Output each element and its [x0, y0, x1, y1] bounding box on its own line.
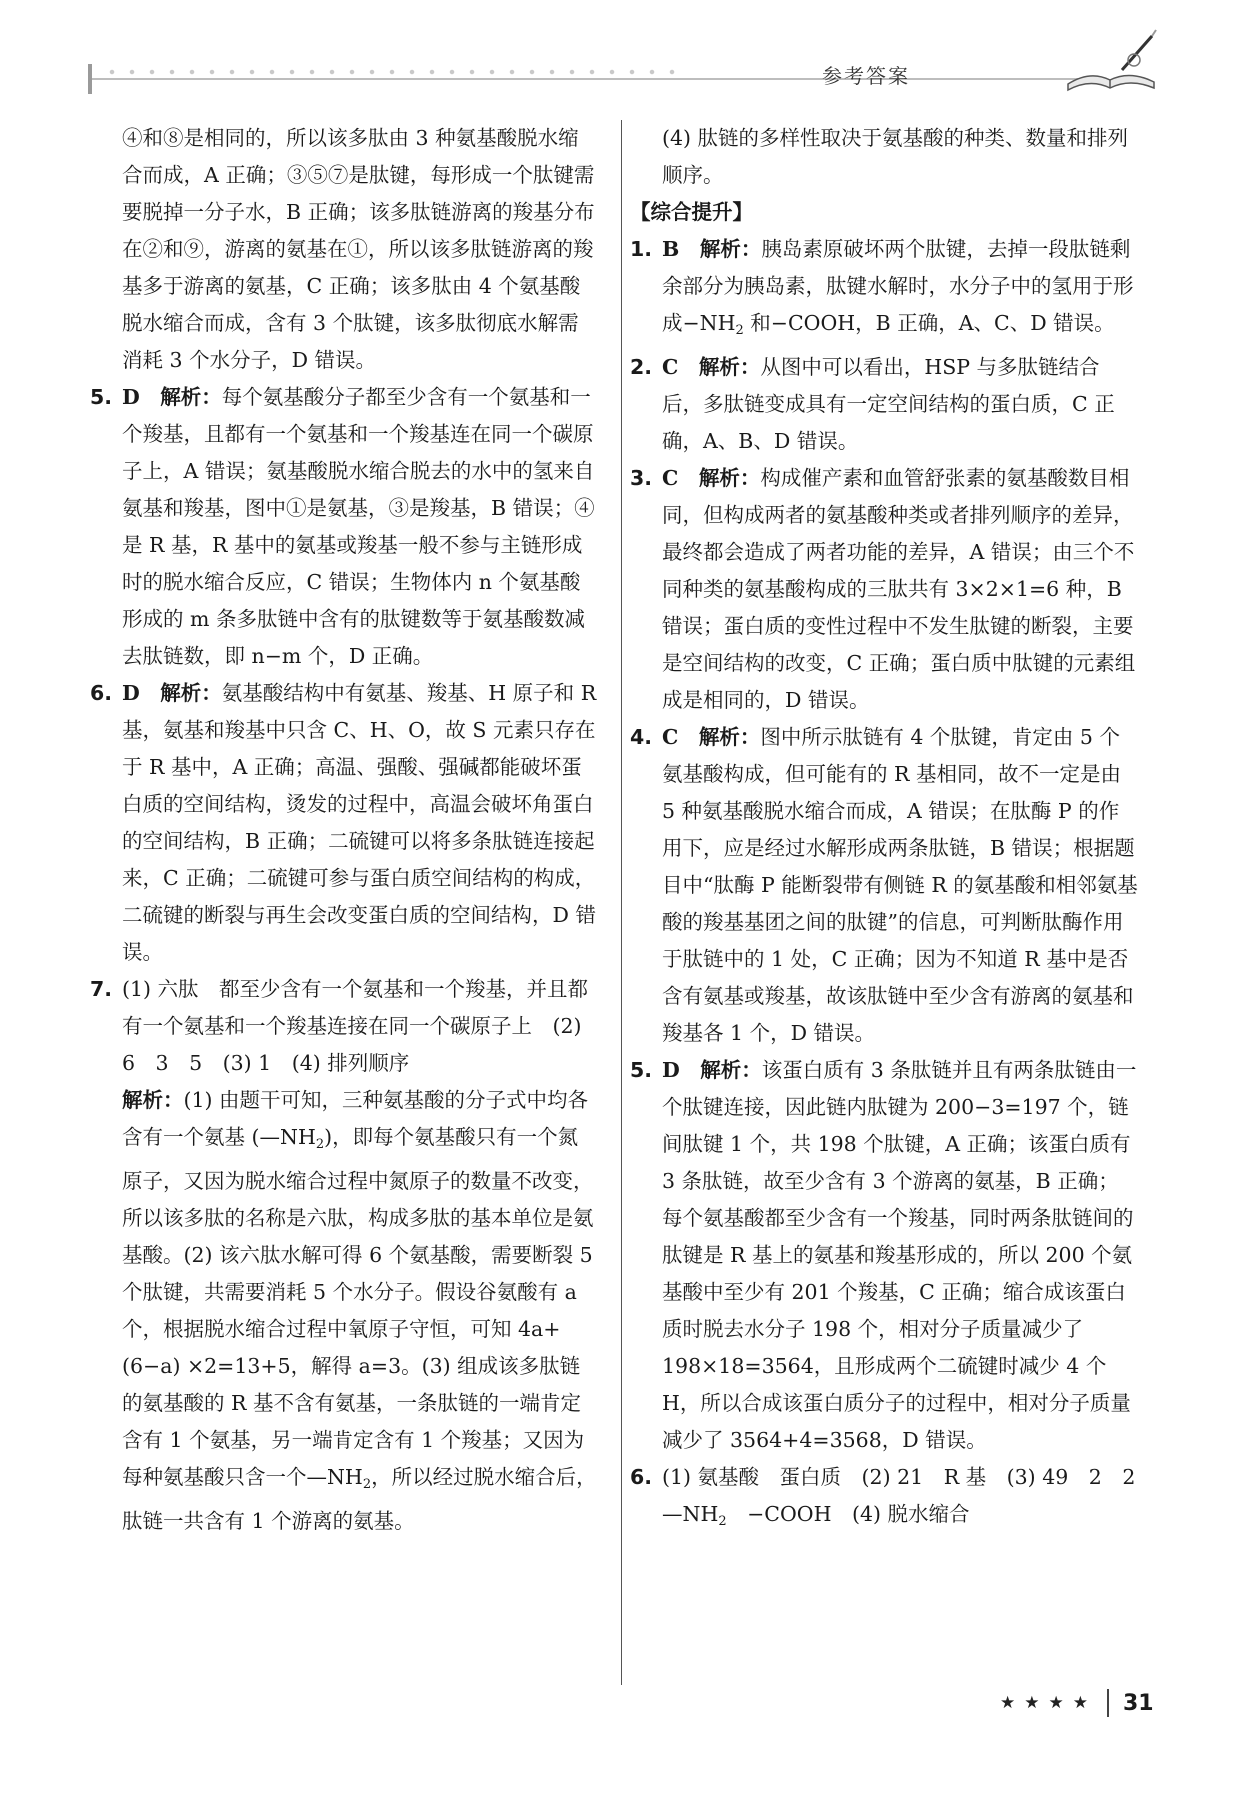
header-title: 参考答案 — [822, 64, 910, 88]
analysis-label: 解析： — [698, 466, 761, 490]
answer-item-6 — [630, 1459, 1156, 1540]
page-number: 31 — [1122, 1690, 1154, 1716]
continued-answer: (4) 肽链的多样性取决于氨基酸的种类、数量和排列顺序。 — [662, 126, 1129, 187]
answer-item-1 — [630, 231, 1138, 349]
item-number: 6. — [630, 1465, 653, 1489]
analysis-text: 构成催产素和血管舒张素的氨基酸数目相同，但构成两者的氨基酸种类或者排列顺序的差异，最终都会造成了两者功能的差异，A 错误；由三个不同种类的氨基酸构成的三肽共有 3×2×1=6 种，B 错误；蛋白质的变性过程中不发生肽键的断裂，主要是空间结构的改变，C 正确；蛋白质中肽键的元素组成是相同的，D 错误。 — [662, 466, 1136, 712]
subscript: 2 — [735, 323, 744, 338]
item-number: 4. — [630, 725, 653, 749]
analysis-text: 该蛋白质有 3 条肽链并且有两条肽链由一个肽键连接，因此链内肽键为 200−3=197 个，链间肽键 1 个，共 198 个肽键，A 正确；该蛋白质有 3 条肽链，故至少含有 3 个游离的氨基，B 正确；每个氨基酸都至少含有一个羧基，同时两条肽链间的肽键是 R 基上的氨基和羧基形成的，所以 200 个氨基酸中至少有 201 个羧基，C 正确；缩合成该蛋白质时脱去水分子 198 个，相对分子质量减少了 198×18=3564，且形成两个二硫键时减少 4 个 H，所以合成该蛋白质分子的过程中，相对分子质量减少了 3564+4=3568，D 错误。 — [662, 1058, 1137, 1452]
analysis-label: 解析： — [122, 1088, 184, 1112]
section-heading: 【综合提升】 — [630, 200, 753, 224]
subscript: 2 — [718, 1514, 727, 1529]
analysis-paragraph — [90, 1082, 598, 1540]
item-number: 5. — [630, 1058, 653, 1082]
analysis-text-b: )，即每个氨基酸只有一个氮原子，又因为脱水缩合过程中氮原子的数量不改变，所以该多肽的名称是六肽，构成多肽的基本单位是氨基酸。(2) 该六肽水解可得 6 个氨基酸，需要断裂 5 个肽键，共需要消耗 5 个水分子。假设谷氨酸有 a 个，根据脱水缩合过程中氧原子守恒，可知 4a+ (6−a) ×2=13+5，解得 a=3。(3) 组成该多肽链的氨基酸的 R 基不含有氨基，一条肽链的一端肯定含有 1 个氨基，另一端肯定含有 1 个羧基；又因为每种氨基酸只含一个—NH — [122, 1125, 594, 1489]
continued-answer: ④和⑧是相同的，所以该多肽由 3 种氨基酸脱水缩合而成，A 正确；③⑤⑦是肽键，每形成一个肽键需要脱掉一分子水，B 正确；该多肽链游离的羧基分布在②和⑨，游离的氨基在①，所以该多肽链游离的羧基多于游离的氨基，C 正确；该多肽由 4 个氨基酸脱水缩合而成，含有 3 个肽键，该多肽彻底水解需消耗 3 个水分子，D 错误。 — [122, 126, 595, 372]
answer-text-b: −COOH (4) 脱水缩合 — [726, 1502, 970, 1526]
difficulty-stars: ★★★★ — [1000, 1693, 1097, 1713]
analysis-text-a: 胰岛素原破坏两个肽键，去掉一段肽链剩余部分为胰岛素，肽键水解时，水分子中的氢用于形成−NH — [662, 237, 1134, 335]
answer-item-5 — [90, 379, 598, 675]
analysis-text: 从图中可以看出，HSP 与多肽链结合后，多肽链变成具有一定空间结构的蛋白质，C 正确，A、B、D 错误。 — [662, 355, 1115, 453]
answer-item-3 — [630, 460, 1138, 719]
choice-answer: B — [662, 237, 680, 261]
analysis-text-c: ，所以经过脱水缩合后，肽链一共含有 1 个游离的氨基。 — [122, 1465, 597, 1533]
page-footer — [1000, 1688, 1154, 1718]
choice-answer: C — [662, 466, 679, 490]
subscript: 2 — [362, 1477, 372, 1492]
item-answer: (1) 六肽 都至少含有一个氨基和一个羧基，并且都有一个氨基和一个羧基连接在同一个碳原子上 (2) 6 3 5 (3) 1 (4) 排列顺序 — [122, 977, 589, 1075]
left-column — [90, 120, 598, 1540]
item-body — [122, 675, 598, 971]
item-body — [662, 1052, 1138, 1459]
item-number: 7. — [90, 977, 113, 1001]
answer-item-2 — [630, 349, 1138, 460]
footer-separator — [1107, 1689, 1109, 1717]
analysis-text: 图中所示肽链有 4 个肽键，肯定由 5 个氨基酸构成，但可能有的 R 基相同，故不一定是由 5 种氨基酸脱水缩合而成，A 错误；在肽酶 P 的作用下，应是经过水解形成两条肽链，B 错误；根据题目中“肽酶 P 能断裂带有侧链 R 的氨基酸和相邻氨基酸的羧基基团之间的肽键”的信息，可判断肽酶作用于肽链中的 1 处，C 正确；因为不知道 R 基中是否含有氨基或羧基，故该肽链中至少含有游离的氨基和羧基各 1 个，D 错误。 — [662, 725, 1138, 1045]
answer-item-5 — [630, 1052, 1138, 1459]
analysis-label: 解析： — [698, 355, 761, 379]
answer-item-7 — [90, 971, 598, 1082]
item-body — [662, 1459, 1156, 1540]
answer-text-a: (1) 氨基酸 蛋白质 (2) 21 R 基 (3) 49 2 2 —NH — [662, 1465, 1156, 1526]
item-number: 5. — [90, 385, 113, 409]
answer-item-6 — [90, 675, 598, 971]
analysis-text-b: 和−COOH，B 正确，A、C、D 错误。 — [743, 311, 1115, 335]
open-book-icon — [1060, 26, 1160, 98]
analysis-label: 解析： — [699, 237, 762, 261]
item-body — [122, 379, 598, 675]
choice-answer: D — [662, 1058, 680, 1082]
answer-item-4 — [630, 719, 1138, 1052]
header-rule — [92, 78, 1102, 80]
analysis-label: 解析： — [700, 1058, 762, 1082]
analysis-label: 解析： — [160, 681, 222, 705]
choice-answer: D — [122, 385, 140, 409]
item-body — [662, 719, 1138, 1052]
column-divider — [621, 120, 622, 1685]
item-body — [662, 231, 1138, 349]
item-number: 3. — [630, 466, 653, 490]
item-body — [662, 349, 1138, 460]
header-dots — [102, 66, 682, 78]
item-number: 2. — [630, 355, 653, 379]
analysis-text-a: (1) 由题干可知，三种氨基酸的分子式中均各含有一个氨基 (—NH — [122, 1088, 589, 1149]
analysis-text: 氨基酸结构中有氨基、羧基、H 原子和 R 基，氨基和羧基中只含 C、H、O，故 S 元素只存在于 R 基中，A 正确；高温、强酸、强碱都能破坏蛋白质的空间结构，烫发的过程中，高温会破坏角蛋白的空间结构，B 正确；二硫键可以将多条肽链连接起来，C 正确；二硫键可参与蛋白质空间结构的构成，二硫键的断裂与再生会改变蛋白质的空间结构，D 错误。 — [122, 681, 597, 964]
choice-answer: C — [662, 725, 679, 749]
choice-answer: C — [662, 355, 679, 379]
item-number: 6. — [90, 681, 113, 705]
analysis-label: 解析： — [160, 385, 222, 409]
analysis-text: 每个氨基酸分子都至少含有一个氨基和一个羧基，且都有一个氨基和一个羧基连在同一个碳原子上，A 错误；氨基酸脱水缩合脱去的水中的氢来自氨基和羧基，图中①是氨基，③是羧基，B 错误；④是 R 基，R 基中的氨基或羧基一般不参与主链形成时的脱水缩合反应，C 错误；生物体内 n 个氨基酸形成的 m 条多肽链中含有的肽键数等于氨基酸数减去肽链数，即 n−m 个，D 正确。 — [122, 385, 595, 668]
right-column — [630, 120, 1156, 1540]
item-body — [662, 460, 1138, 719]
item-number: 1. — [630, 237, 653, 261]
choice-answer: D — [122, 681, 140, 705]
subscript: 2 — [315, 1137, 325, 1152]
analysis-label: 解析： — [698, 725, 761, 749]
